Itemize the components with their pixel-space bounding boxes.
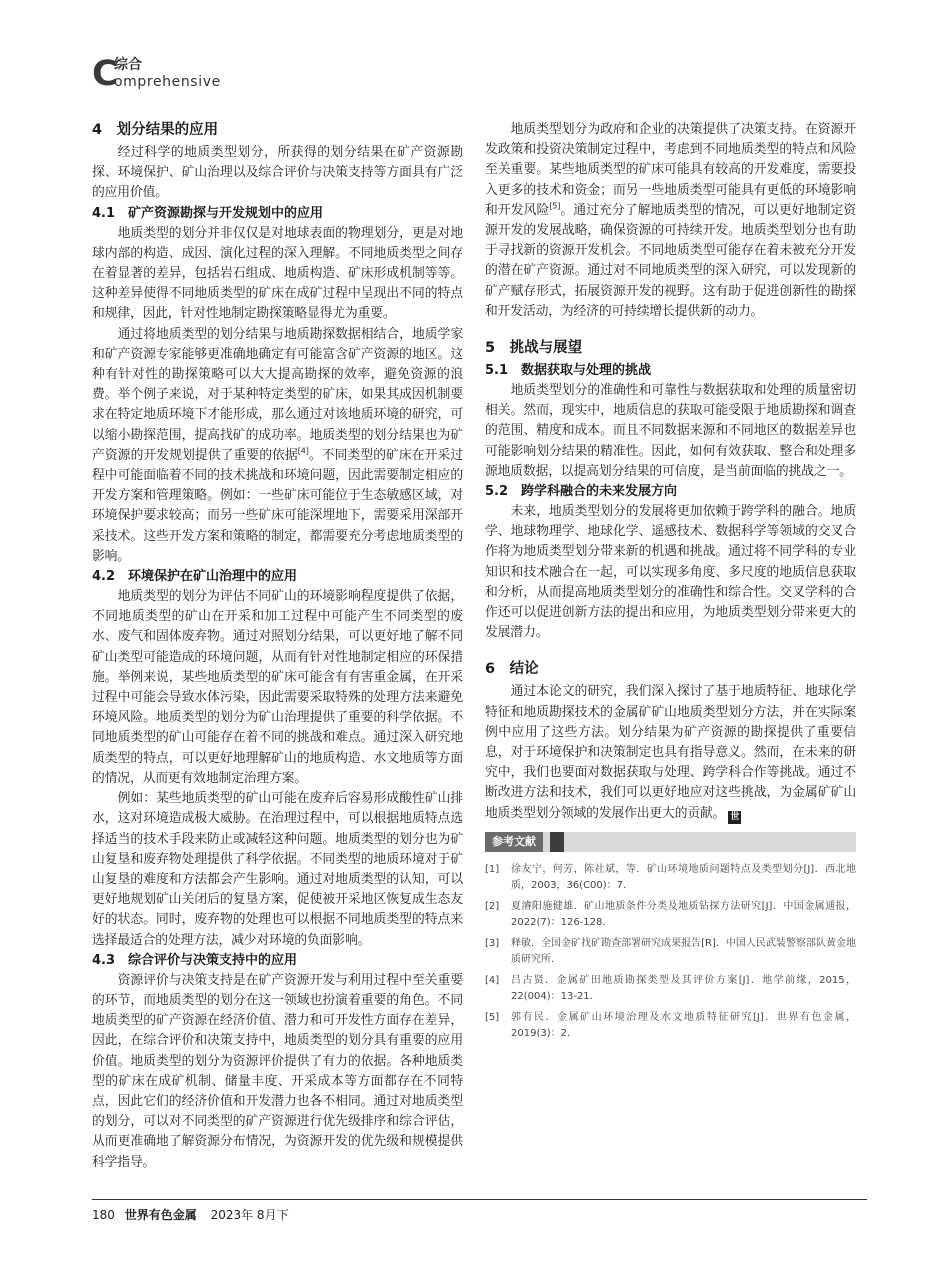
issue-date: 2023年 8月下 [210, 1208, 289, 1222]
reference-text: 吕古贤．金属矿田地质勘探类型及其评价方案[J]．地学前缘，2015，22(004)：13-21． [511, 974, 856, 1003]
column-logo [92, 56, 262, 92]
reference-number: [1] [485, 863, 500, 875]
section-4-2-title: 4.2 环境保护在矿山治理中的应用 [92, 569, 298, 585]
reference-number: [4] [485, 974, 500, 986]
reference-item [485, 1010, 856, 1043]
journal-name: 世界有色金属 [124, 1208, 197, 1222]
reference-item [485, 973, 856, 1006]
section-5-title: 5 挑战与展望 [485, 340, 583, 357]
section-4-2-para-1: 地质类型的划分为评估不同矿山的环境影响程度提供了依据，不同地质类型的矿山在开采和加工过程中可能产生不同类型的废水、废气和固体废弃物。通过对照划分结果，可以更好地了解不同矿山类型可能造成的环境问题，从而有针对性地制定相应的环保措施。举例来说，某些地质类型的矿床可能含有有害重金属，在开采过程中可能会导致水体污染，因此需要采取特殊的处理方法来避免环境风险。地质类型的划分为矿山治理提供了重要的科学依据。不同地质类型的矿山可能存在着不同的挑战和难点。通过深入研究地质类型的特点，可以更好地理解矿山的地质构造、水文地质等方面的情况，从而更有效地制定治理方案。 [92, 589, 463, 786]
reference-text: 徐友宁，何芳，陈社斌，等．矿山环境地质问题特点及类型划分[J]．西北地质，2003，36(C00)：7． [511, 863, 856, 892]
reference-text: 郭有民．金属矿山环境治理及水文地质特征研究[J]．世界有色金属，2019(3)：2． [511, 1011, 856, 1040]
reference-item [485, 936, 856, 969]
page-footer [92, 1207, 289, 1223]
reference-item [485, 899, 856, 932]
citation-5[interactable]: [5] [549, 201, 561, 211]
section-4-intro: 经过科学的地质类型划分，所获得的划分结果在矿产资源勘探、环境保护、矿山治理以及综合评价与决策支持等方面具有广泛的应用价值。 [92, 145, 463, 201]
end-mark-icon: 世 [728, 811, 741, 824]
references-header [485, 832, 856, 852]
logo-letter: C [92, 54, 118, 94]
references-label: 参考文献 [485, 832, 543, 852]
category-en: omprehensive [114, 74, 221, 90]
section-4-1-para-2: 通过将地质类型的划分结果与地质勘探数据相结合，地质学家和矿产资源专家能够更准确地确定有可能富含矿产资源的地区。这种有针对性的勘探策略可以大大提高勘探的效率，避免资源的浪费。举个例子来说，对于某种特定类型的矿床，如果其成因机制要求在特定地质环境下才能形成，那么通过对该地质环境的研究，可以缩小勘探范围，提高找矿的成功率。地质类型的划分结果也为矿产资源的开发规划提供了重要的依据[4]。不同类型的矿床在开采过程中可能面临着不同的技术挑战和环境问题，因此需要制定相应的开发方案和管理策略。例如：一些矿床可能位于生态敏感区域，对环境保护要求较高；而另一些矿床可能深埋地下，需要采用深部开采技术。这些开发方案和策略的制定，都需要充分考虑地质类型的影响。 [92, 326, 463, 564]
reference-number: [3] [485, 937, 500, 949]
section-5-2-para: 未来，地质类型划分的发展将更加依赖于跨学科的融合。地质学、地球物理学、地球化学、遥感技术、数据科学等领域的交叉合作将为地质类型划分带来新的机遇和挑战。通过将不同学科的专业知识和技术融合在一起，可以实现多角度、多尺度的地质信息获取和分析，从而提高地质类型划分的准确性和综合性。交叉学科的合作还可以促进创新方法的提出和应用，为地质类型划分带来更大的发展潜力。 [485, 504, 856, 641]
reference-number: [5] [485, 1011, 500, 1023]
page-number: 180 [92, 1208, 115, 1222]
reference-number: [2] [485, 900, 500, 912]
section-4-1-para-1: 地质类型的划分并非仅仅是对地球表面的物理划分，更是对地球内部的构造、成因、演化过程的深入理解。不同地质类型之间存在着显著的差异，包括岩石组成、地质构造、矿床形成机制等等。这种差异使得不同地质类型的矿床在成矿过程中呈现出不同的特点和规律，因此，针对性地制定勘探策略显得尤为重要。 [92, 225, 463, 322]
reference-item [485, 862, 856, 895]
section-5-2-title: 5.2 跨学科融合的未来发展方向 [485, 484, 678, 500]
citation-4[interactable]: [4] [297, 446, 309, 456]
reference-text: 夏濬阳施健雄．矿山地质条件分类及地质钻探方法研究[J]．中国金属通报，2022(7)：126-128． [511, 900, 856, 929]
section-4-1-title: 4.1 矿产资源勘探与开发规划中的应用 [92, 205, 324, 221]
section-6-title: 6 结论 [485, 661, 539, 678]
category-cn: 综合 [114, 57, 142, 73]
reference-text: 释敏．全国金矿找矿勘查部署研究成果报告[R]．中国人民武装警察部队黄金地质研究所． [511, 937, 856, 966]
section-4-3-para-1: 资源评价与决策支持是在矿产资源开发与利用过程中至关重要的环节，而地质类型的划分在这一领域也扮演着重要的角色。不同地质类型的矿产资源在经济价值、潜力和可开发性方面存在差异，因此，在综合评价和决策支持中，地质类型的划分具有重要的应用价值。地质类型的划分为资源评价提供了有力的依据。各种地质类型的矿床在成矿机制、储量丰度、开采成本等方面都存在不同特点，因此它们的经济价值和开发潜力也各不相同。通过对地质类型的划分，可以对不同类型的矿产资源进行优先级排序和综合评估，从而更准确地了解资源分布情况，为资源开发的优先级和规模提供科学指导。 [92, 972, 463, 1170]
section-4-3-para-2: 地质类型划分为政府和企业的决策提供了决策支持。在资源开发政策和投资决策制定过程中，考虑到不同地质类型的特点和风险至关重要。某些地质类型的矿床可能具有较高的开发难度，需要投入更多的技术和资金；而另一些地质类型可能具有更低的环境影响和开发风险[5]。通过充分了解地质类型的情况，可以更好地制定资源开发的发展战略，确保资源的可持续开发。地质类型划分也有助于寻找新的资源开发机会。不同地质类型可能存在着未被充分开发的潜在矿产资源。通过对不同地质类型的深入研究，可以发现新的矿产赋存形式，拓展资源开发的视野。这有助于促进创新性的勘探和开发活动，为经济的可持续增长提供新的动力。 [485, 122, 856, 319]
section-4-3-title: 4.3 综合评价与决策支持中的应用 [92, 952, 298, 968]
section-5-1-para: 地质类型划分的准确性和可靠性与数据获取和处理的质量密切相关。然而，现实中，地质信息的获取可能受限于地质勘探和调查的范围、精度和成本。而且不同数据来源和不同地区的数据差异也可能影响划分结果的精准性。因此，如何有效获取、整合和处理多源地质数据，以提高划分结果的可信度，是当前面临的挑战之一。 [485, 383, 856, 479]
footer-rule [92, 1199, 867, 1200]
section-6-para: 通过本论文的研究，我们深入探讨了基于地质特征、地球化学特征和地质勘探技术的金属矿矿山地质类型划分方法，并在实际案例中应用了这些方法。划分结果为矿产资源的勘探提供了重要信息，对于环境保护和决策制定也具有指导意义。然而，在未来的研究中，我们也要面对数据获取与处理、跨学科合作等挑战。通过不断改进方法和技术，我们可以更好地应对这些挑战，为金属矿矿山地质类型划分领域的发展作出更大的贡献。 世 [485, 684, 856, 822]
references-list [485, 862, 856, 1043]
left-column [92, 118, 463, 1173]
right-column [485, 120, 856, 1047]
section-4-2-para-2: 例如：某些地质类型的矿山可能在废弃后容易形成酸性矿山排水，这对环境造成极大威胁。在治理过程中，可以根据地质特点选择适当的技术手段来防止或减轻这种问题。地质类型的划分也为矿山复垦和废弃物处理提供了科学依据。不同类型的地质环境对于矿山复垦的难度和方法都会产生影响。通过对地质类型的认知，可以更好地规划矿山关闭后的复垦方案，促使被开采地区恢复成生态友好的状态。同时，废弃物的处理也可以根据不同地质类型的特点来选择最适合的处理方法，减少对环境的负面影响。 [92, 791, 463, 948]
section-4-title: 4 划分结果的应用 [92, 122, 219, 138]
references-bar-block [550, 832, 564, 852]
section-5-1-title: 5.1 数据获取与处理的挑战 [485, 363, 652, 379]
